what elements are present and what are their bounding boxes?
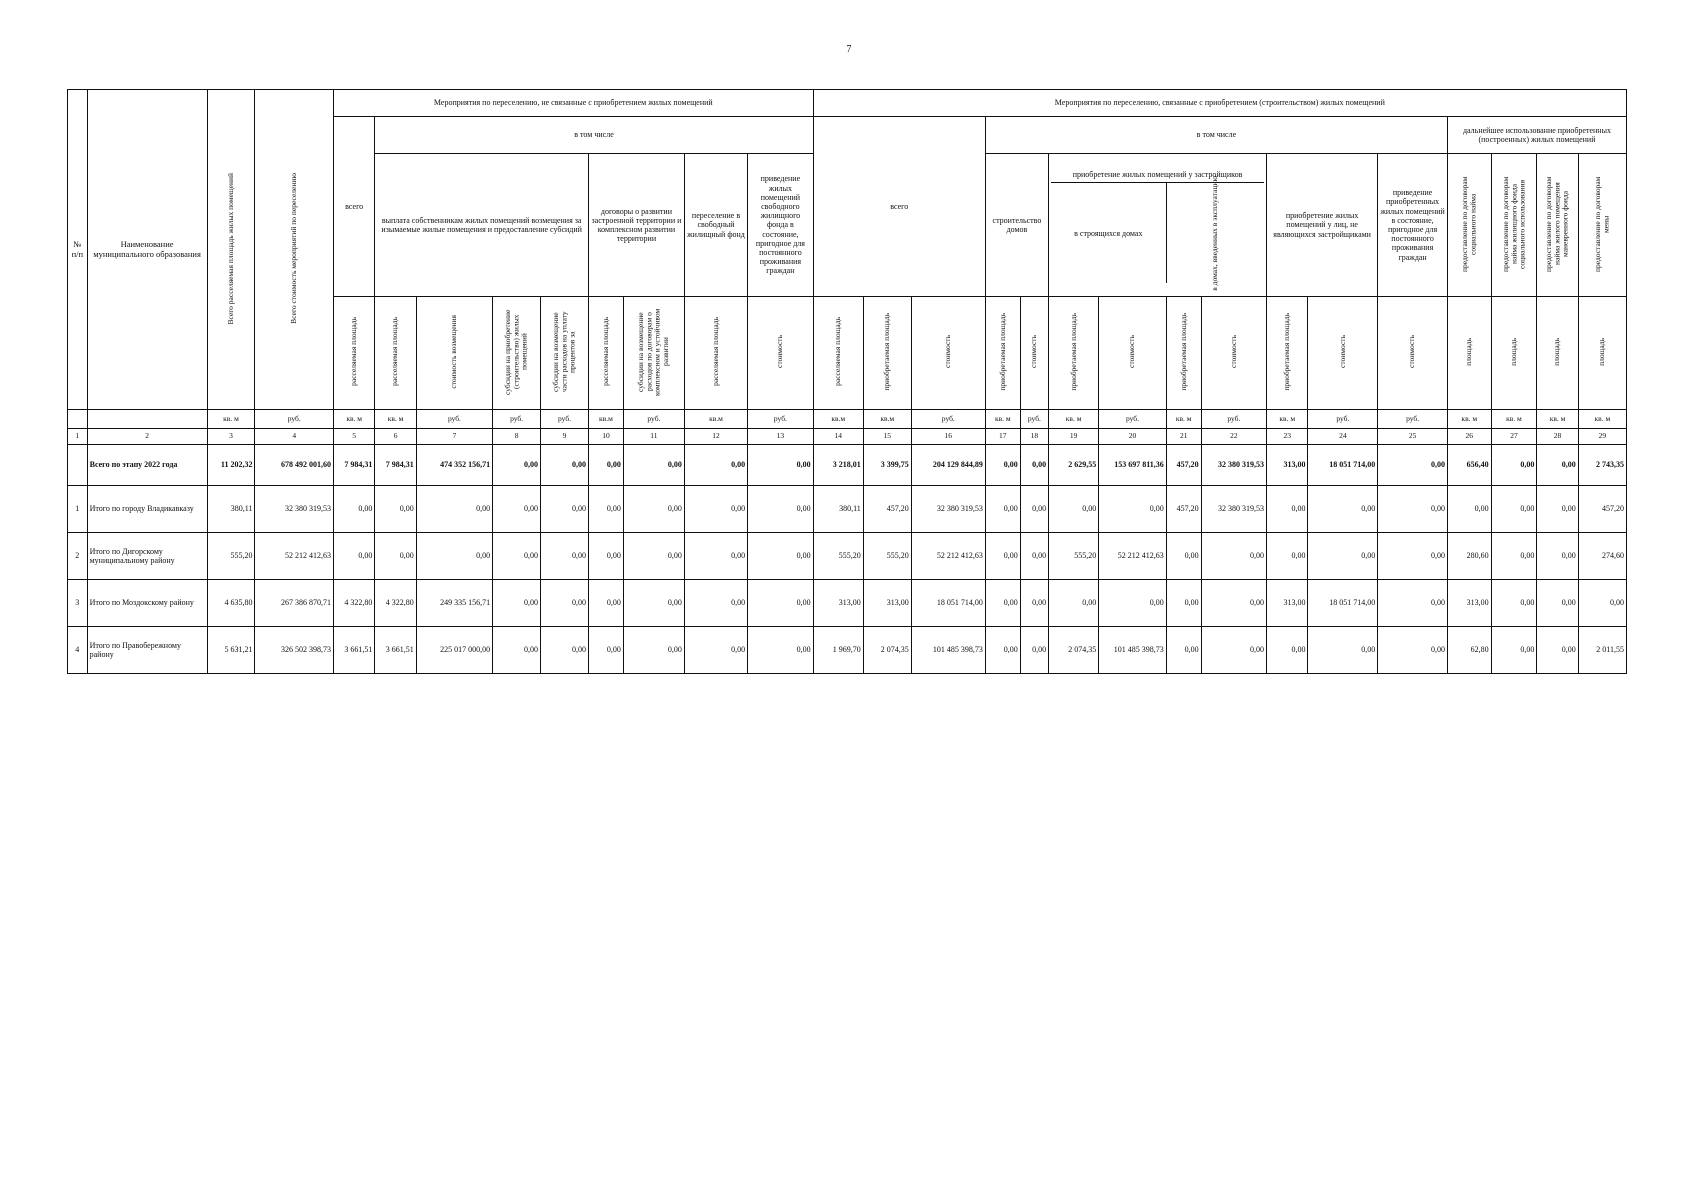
sub-c27: площадь [1491, 297, 1537, 410]
header-group-a: Мероприятия по переселению, не связанные с приобретением жилых помещений [333, 90, 813, 117]
table-cell: 313,00 [863, 580, 911, 627]
table-cell: 555,20 [813, 533, 863, 580]
unit-cell: руб. [416, 410, 492, 429]
table-cell: 0,00 [1020, 533, 1048, 580]
row-index: 4 [68, 627, 88, 674]
header-a-total: всего [333, 117, 374, 297]
table-cell: 313,00 [1267, 445, 1308, 486]
table-cell: 313,00 [1447, 580, 1491, 627]
table-cell: 0,00 [1578, 580, 1626, 627]
sub-c14: расселяемая площадь [813, 297, 863, 410]
table-cell: 0,00 [1201, 533, 1266, 580]
table-cell: 0,00 [623, 533, 684, 580]
unit-cell: руб. [623, 410, 684, 429]
row-name: Итого по Моздокскому району [87, 580, 207, 627]
table-cell: 0,00 [1267, 533, 1308, 580]
unit-cell: кв.м [813, 410, 863, 429]
header-a-incl: в том числе [375, 117, 813, 154]
table-cell: 4 322,80 [375, 580, 416, 627]
unit-cell: кв. м [333, 410, 374, 429]
table-row [68, 627, 1627, 674]
sub-c15: приобретаемая площадь [863, 297, 911, 410]
table-cell: 0,00 [623, 445, 684, 486]
column-number: 20 [1099, 429, 1167, 445]
table-cell: 0,00 [1267, 486, 1308, 533]
sub-c16: стоимость [911, 297, 985, 410]
table-cell: 0,00 [375, 533, 416, 580]
unit-cell: руб. [1378, 410, 1448, 429]
table-cell: 0,00 [1099, 486, 1167, 533]
table-cell: 0,00 [684, 580, 747, 627]
row-name: Итого по Правобережному району [87, 627, 207, 674]
column-number: 3 [207, 429, 255, 445]
table-cell: 274,60 [1578, 533, 1626, 580]
table-cell: 457,20 [1166, 486, 1201, 533]
header-b-commissioned: в домах, введенных в эксплуатацию [1210, 175, 1220, 291]
table-cell: 153 697 811,36 [1099, 445, 1167, 486]
table-cell: 0,00 [416, 533, 492, 580]
table-cell: 0,00 [333, 486, 374, 533]
unit-cell: кв.м [684, 410, 747, 429]
table-cell: 18 051 714,00 [1308, 445, 1378, 486]
table-cell: 0,00 [589, 445, 624, 486]
sub-c13: стоимость [748, 297, 814, 410]
unit-cell: кв. м [1166, 410, 1201, 429]
unit-cell: кв.м [589, 410, 624, 429]
table-cell: 249 335 156,71 [416, 580, 492, 627]
table-cell: 2 743,35 [1578, 445, 1626, 486]
header-u-exchange: предоставление по договорам мены [1578, 154, 1626, 297]
table-cell: 0,00 [493, 445, 541, 486]
column-number: 1 [68, 429, 88, 445]
column-number: 21 [1166, 429, 1201, 445]
total-row [68, 445, 1627, 486]
table-cell: 3 399,75 [863, 445, 911, 486]
table-cell: 267 386 870,71 [255, 580, 333, 627]
table-cell: 0,00 [1049, 580, 1099, 627]
table-cell: 0,00 [684, 627, 747, 674]
table-cell: 0,00 [623, 486, 684, 533]
unit-cell: руб. [1020, 410, 1048, 429]
table-cell: 0,00 [541, 533, 589, 580]
sub-c24: стоимость [1308, 297, 1378, 410]
data-rows [68, 445, 1627, 674]
column-number: 15 [863, 429, 911, 445]
table-cell: 7 984,31 [375, 445, 416, 486]
table-cell: 0,00 [748, 580, 814, 627]
unit-cell: руб. [1099, 410, 1167, 429]
table-cell: 0,00 [1020, 445, 1048, 486]
sub-c23: приобретаемая площадь [1267, 297, 1308, 410]
sub-c9: субсидии на возмещение части расходов на уплату процентов за [541, 297, 589, 410]
unit-cell: руб. [911, 410, 985, 429]
sub-c11: субсидии на возмещение расходов по договорам о комплексном и устойчивом развитии [623, 297, 684, 410]
table-cell: 555,20 [207, 533, 255, 580]
table-cell: 32 380 319,53 [255, 486, 333, 533]
table-cell: 101 485 398,73 [1099, 627, 1167, 674]
table-cell: 0,00 [985, 533, 1020, 580]
sub-c19: приобретаемая площадь [1049, 297, 1099, 410]
table-cell: 0,00 [1020, 580, 1048, 627]
units-row [68, 410, 1627, 429]
header-b-from-dev-label: приобретение жилых помещений у застройщиков [1051, 167, 1264, 183]
column-number: 22 [1201, 429, 1266, 445]
header-b-incl: в том числе [985, 117, 1447, 154]
table-cell: 0,00 [1166, 580, 1201, 627]
table-cell: 32 380 319,53 [1201, 445, 1266, 486]
table-cell: 0,00 [985, 486, 1020, 533]
unit-cell: руб. [541, 410, 589, 429]
column-number: 18 [1020, 429, 1048, 445]
table-cell: 678 492 001,60 [255, 445, 333, 486]
table-cell: 0,00 [493, 580, 541, 627]
table-cell: 0,00 [541, 486, 589, 533]
sub-c8: субсидии на приобретение (строительство) жилых помещений [493, 297, 541, 410]
unit-cell: кв. м [207, 410, 255, 429]
table-cell: 0,00 [1378, 486, 1448, 533]
table-cell: 101 485 398,73 [911, 627, 985, 674]
table-cell: 7 984,31 [333, 445, 374, 486]
column-number: 26 [1447, 429, 1491, 445]
unit-cell: кв. м [1491, 410, 1537, 429]
column-number: 10 [589, 429, 624, 445]
row-name: Итого по Дигорскому муниципальному району [87, 533, 207, 580]
table-cell: 0,00 [1537, 445, 1578, 486]
sub-c29: площадь [1578, 297, 1626, 410]
header-u-social-use: предоставление по договорам найма жилищного фонда социального использования [1491, 154, 1537, 297]
table-cell: 0,00 [1378, 627, 1448, 674]
table-cell: 0,00 [1491, 486, 1537, 533]
column-number: 9 [541, 429, 589, 445]
table-cell: 0,00 [684, 486, 747, 533]
table-cell: 11 202,32 [207, 445, 255, 486]
table-cell: 0,00 [623, 580, 684, 627]
unit-cell: кв. м [1578, 410, 1626, 429]
table-cell: 0,00 [1491, 627, 1537, 674]
unit-cell: руб. [1308, 410, 1378, 429]
column-number: 8 [493, 429, 541, 445]
table-cell: 0,00 [541, 445, 589, 486]
column-number: 12 [684, 429, 747, 445]
table-cell: 0,00 [493, 627, 541, 674]
table-cell: 0,00 [1020, 627, 1048, 674]
row-name: Всего по этапу 2022 года [87, 445, 207, 486]
header-u-maneuver: предоставление по договорам найма жилого помещения маневренного фонда [1537, 154, 1578, 297]
table-cell: 0,00 [493, 486, 541, 533]
column-number: 27 [1491, 429, 1537, 445]
table-cell: 3 661,51 [375, 627, 416, 674]
header-num: № п/п [68, 90, 88, 410]
table-cell: 313,00 [813, 580, 863, 627]
table-cell: 0,00 [375, 486, 416, 533]
unit-cell: кв. м [375, 410, 416, 429]
column-numbers-row [68, 429, 1627, 445]
table-row [68, 486, 1627, 533]
column-number: 5 [333, 429, 374, 445]
column-number: 23 [1267, 429, 1308, 445]
table-cell: 457,20 [1166, 445, 1201, 486]
table-cell: 3 661,51 [333, 627, 374, 674]
sub-c26: площадь [1447, 297, 1491, 410]
table-cell: 225 017 000,00 [416, 627, 492, 674]
row-index: 1 [68, 486, 88, 533]
sub-c22: стоимость [1201, 297, 1266, 410]
column-number: 11 [623, 429, 684, 445]
table-cell: 0,00 [1201, 580, 1266, 627]
header-total-cost: Всего стоимость мероприятий по переселению [255, 90, 333, 410]
table-cell: 280,60 [1447, 533, 1491, 580]
header-b-from-dev [1049, 154, 1267, 297]
table-cell: 3 218,01 [813, 445, 863, 486]
column-number: 28 [1537, 429, 1578, 445]
column-number: 2 [87, 429, 207, 445]
page-number: 7 [846, 44, 852, 55]
table-cell: 2 011,55 [1578, 627, 1626, 674]
table-cell: 0,00 [748, 627, 814, 674]
header-b-construction: строительство домов [985, 154, 1048, 297]
table-cell: 0,00 [589, 486, 624, 533]
table-cell: 457,20 [863, 486, 911, 533]
table-cell: 0,00 [1308, 627, 1378, 674]
table-cell: 2 629,55 [1049, 445, 1099, 486]
table-cell: 0,00 [1099, 580, 1167, 627]
column-number: 7 [416, 429, 492, 445]
table-cell: 0,00 [1491, 445, 1537, 486]
sub-c7: стоимость возмещения [416, 297, 492, 410]
table-cell: 52 212 412,63 [1099, 533, 1167, 580]
table-cell: 0,00 [1166, 533, 1201, 580]
table-cell: 0,00 [589, 580, 624, 627]
unit-cell: кв.м [863, 410, 911, 429]
table-cell: 52 212 412,63 [911, 533, 985, 580]
table-cell: 18 051 714,00 [1308, 580, 1378, 627]
table-row [68, 580, 1627, 627]
unit-cell: руб. [748, 410, 814, 429]
table-cell: 32 380 319,53 [1201, 486, 1266, 533]
sub-c17: приобретаемая площадь [985, 297, 1020, 410]
table-row [68, 533, 1627, 580]
unit-cell: кв. м [1267, 410, 1308, 429]
table-cell: 18 051 714,00 [911, 580, 985, 627]
header-b-bring: приведение приобретенных жилых помещений в состояние, пригодное для постоянного проживания граждан [1378, 154, 1448, 297]
table-cell: 474 352 156,71 [416, 445, 492, 486]
table-cell: 4 635,80 [207, 580, 255, 627]
header-a-payout: выплата собственникам жилых помещений возмещения за изымаемые жилые помещения и предоставление субсидий [375, 154, 589, 297]
header-name: Наименование муниципального образования [87, 90, 207, 410]
table-cell: 52 212 412,63 [255, 533, 333, 580]
table-cell: 0,00 [416, 486, 492, 533]
table-cell: 32 380 319,53 [911, 486, 985, 533]
column-number: 17 [985, 429, 1020, 445]
sub-c5: расселяемая площадь [333, 297, 374, 410]
sub-c28: площадь [1537, 297, 1578, 410]
sub-c25: стоимость [1378, 297, 1448, 410]
table-cell: 0,00 [589, 627, 624, 674]
table-cell: 0,00 [1537, 533, 1578, 580]
table-cell: 0,00 [985, 445, 1020, 486]
column-number: 29 [1578, 429, 1626, 445]
table-cell: 0,00 [589, 533, 624, 580]
sub-c6: расселяемая площадь [375, 297, 416, 410]
header-b-under-constr: в строящихся домах [1051, 183, 1166, 283]
column-number: 19 [1049, 429, 1099, 445]
row-index [68, 445, 88, 486]
column-number: 16 [911, 429, 985, 445]
table-cell: 0,00 [1378, 445, 1448, 486]
table-cell: 0,00 [1308, 486, 1378, 533]
table-cell: 0,00 [1378, 533, 1448, 580]
table-cell: 0,00 [541, 580, 589, 627]
header-u-social: предоставление по договорам социального найма [1447, 154, 1491, 297]
sub-c20: стоимость [1099, 297, 1167, 410]
column-number: 13 [748, 429, 814, 445]
header-total-area: Всего расселяемая площадь жилых помещений [207, 90, 255, 410]
table-cell: 0,00 [1491, 580, 1537, 627]
column-number: 14 [813, 429, 863, 445]
table-cell: 4 322,80 [333, 580, 374, 627]
resettlement-table [67, 89, 1627, 674]
header-further-use: дальнейшее использование приобретенных (построенных) жилых помещений [1447, 117, 1626, 154]
table-cell: 656,40 [1447, 445, 1491, 486]
table-cell: 0,00 [1537, 627, 1578, 674]
unit-cell: кв. м [1537, 410, 1578, 429]
table-cell: 0,00 [1491, 533, 1537, 580]
table-cell: 0,00 [493, 533, 541, 580]
unit-cell: кв. м [985, 410, 1020, 429]
table-cell: 0,00 [1537, 580, 1578, 627]
table-cell: 0,00 [623, 627, 684, 674]
column-number: 4 [255, 429, 333, 445]
sub-c12: расселяемая площадь [684, 297, 747, 410]
table-cell: 0,00 [1447, 486, 1491, 533]
table-cell: 0,00 [1537, 486, 1578, 533]
header-a-contracts: договоры о развитии застроенной территории и комплексном развитии территории [589, 154, 685, 297]
header-b-total: всего [813, 117, 985, 297]
table-cell: 0,00 [684, 533, 747, 580]
row-index: 2 [68, 533, 88, 580]
unit-cell: кв. м [1447, 410, 1491, 429]
table-cell: 555,20 [1049, 533, 1099, 580]
table-cell: 2 074,35 [863, 627, 911, 674]
table-cell: 313,00 [1267, 580, 1308, 627]
row-index: 3 [68, 580, 88, 627]
unit-cell: руб. [493, 410, 541, 429]
table-cell: 0,00 [1201, 627, 1266, 674]
table-cell: 0,00 [1267, 627, 1308, 674]
table-cell: 326 502 398,73 [255, 627, 333, 674]
table-cell: 0,00 [333, 533, 374, 580]
unit-cell: руб. [255, 410, 333, 429]
header-a-free-fund: переселение в свободный жилищный фонд [684, 154, 747, 297]
table-cell: 0,00 [1166, 627, 1201, 674]
header-a-bring: приведение жилых помещений свободного жилищного фонда в состояние, пригодное для постоянного проживания граждан [748, 154, 814, 297]
table-cell: 1 969,70 [813, 627, 863, 674]
table-cell: 0,00 [684, 445, 747, 486]
row-name: Итого по городу Владикавказу [87, 486, 207, 533]
table-cell: 0,00 [1308, 533, 1378, 580]
table-cell: 0,00 [1378, 580, 1448, 627]
table-cell: 5 631,21 [207, 627, 255, 674]
header-b-non-dev: приобретение жилых помещений у лиц, не являющихся застройщиками [1267, 154, 1378, 297]
column-number: 25 [1378, 429, 1448, 445]
column-number: 24 [1308, 429, 1378, 445]
table-cell: 204 129 844,89 [911, 445, 985, 486]
table-cell: 0,00 [985, 627, 1020, 674]
table-cell: 0,00 [541, 627, 589, 674]
table-cell: 2 074,35 [1049, 627, 1099, 674]
unit-cell: руб. [1201, 410, 1266, 429]
table-cell: 0,00 [1049, 486, 1099, 533]
table-cell: 0,00 [748, 445, 814, 486]
table-cell: 0,00 [748, 486, 814, 533]
sub-c21: приобретаемая площадь [1166, 297, 1201, 410]
column-number: 6 [375, 429, 416, 445]
table-cell: 380,11 [207, 486, 255, 533]
table-cell: 0,00 [748, 533, 814, 580]
unit-cell: кв. м [1049, 410, 1099, 429]
sub-c10: расселяемая площадь [589, 297, 624, 410]
table-cell: 0,00 [1020, 486, 1048, 533]
table-cell: 555,20 [863, 533, 911, 580]
table-cell: 457,20 [1578, 486, 1626, 533]
table-cell: 62,80 [1447, 627, 1491, 674]
sub-c18: стоимость [1020, 297, 1048, 410]
table-cell: 380,11 [813, 486, 863, 533]
table-cell: 0,00 [985, 580, 1020, 627]
header-group-b: Мероприятия по переселению, связанные с приобретением (строительством) жилых помещений [813, 90, 1626, 117]
